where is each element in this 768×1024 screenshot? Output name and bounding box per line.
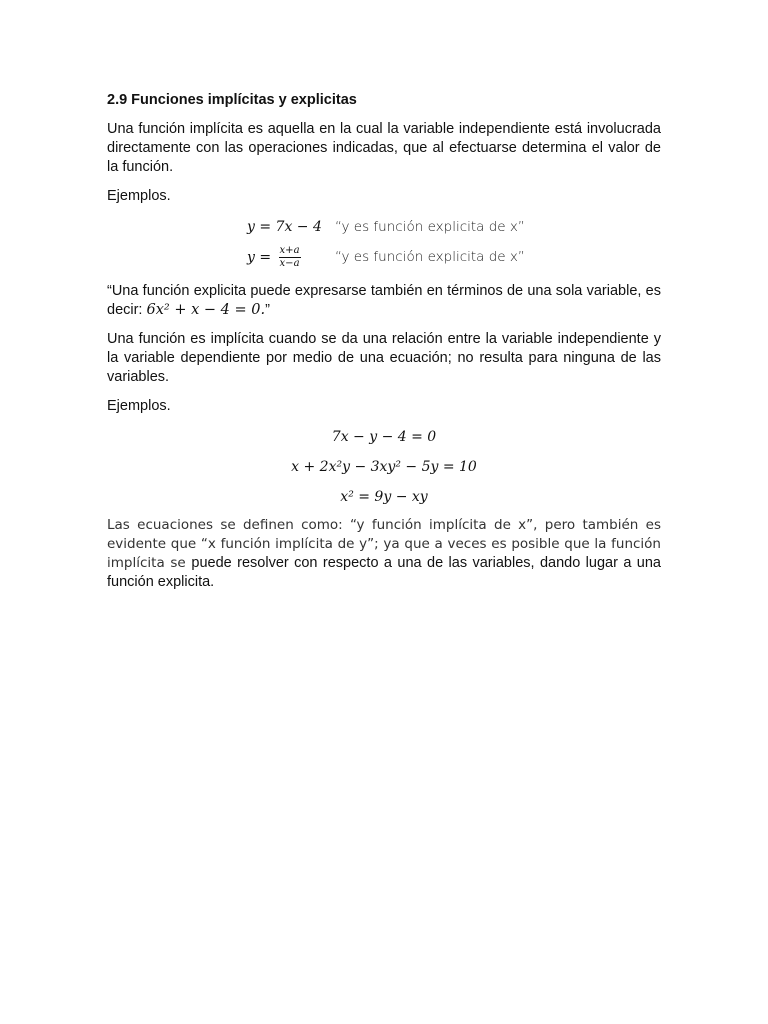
intro-paragraph: Una función implícita es aquella en la cual la variable independiente está involucrada directamente con las operaciones indicadas, que al efectuarse determina el valor de la función. <box>107 121 661 175</box>
examples-label-1: Ejemplos. <box>107 188 171 204</box>
explicit-note-text: “Una función explicita puede expresarse también en términos de una sola variable, es decir: <box>107 283 661 318</box>
explicit-caption-1: “y es función explicita de x” <box>335 219 525 235</box>
fraction-denominator: x−a <box>279 257 300 269</box>
explicit-note-equation: 6x² + x − 4 = 0. <box>146 302 266 318</box>
implicit-equation-3: x² = 9y − xy <box>340 489 428 505</box>
fraction <box>279 245 301 270</box>
explicit-equation-1: y = 7x − 4 <box>247 219 322 235</box>
document-page <box>107 90 661 602</box>
implicit-equation-1: 7x − y − 4 = 0 <box>331 429 437 445</box>
explicit-example-1 <box>107 216 661 238</box>
examples-label-2: Ejemplos. <box>107 398 171 414</box>
implicit-definition-paragraph: Una función es implícita cuando se da una relación entre la variable independiente y la variable dependiente por medio de una ecuación; no resulta para ninguna de las variables. <box>107 331 661 385</box>
explicit-equation-2-lhs: y = <box>247 249 272 265</box>
section-heading: 2.9 Funciones implícitas y explicitas <box>107 92 357 108</box>
fraction-numerator: x+a <box>279 244 300 256</box>
explicit-equation-2 <box>247 245 335 270</box>
closing-text-light: Las ecuaciones se definen como: “y función implícita de x”, pero también es evidente que “x función implícita de y”; ya que a veces es posible que la función implícita se <box>107 517 661 571</box>
explicit-caption-2: “y es función explicita de x” <box>335 249 525 265</box>
closing-text-regular: puede resolver con respecto a una de las variables, dando lugar a una función explicita. <box>107 555 661 590</box>
closing-paragraph <box>107 516 661 592</box>
explicit-example-2 <box>107 240 661 274</box>
explicit-note-close-quote: ” <box>265 302 270 318</box>
explicit-note-paragraph <box>107 282 661 320</box>
implicit-equation-2: x + 2x²y − 3xy² − 5y = 10 <box>291 459 477 475</box>
